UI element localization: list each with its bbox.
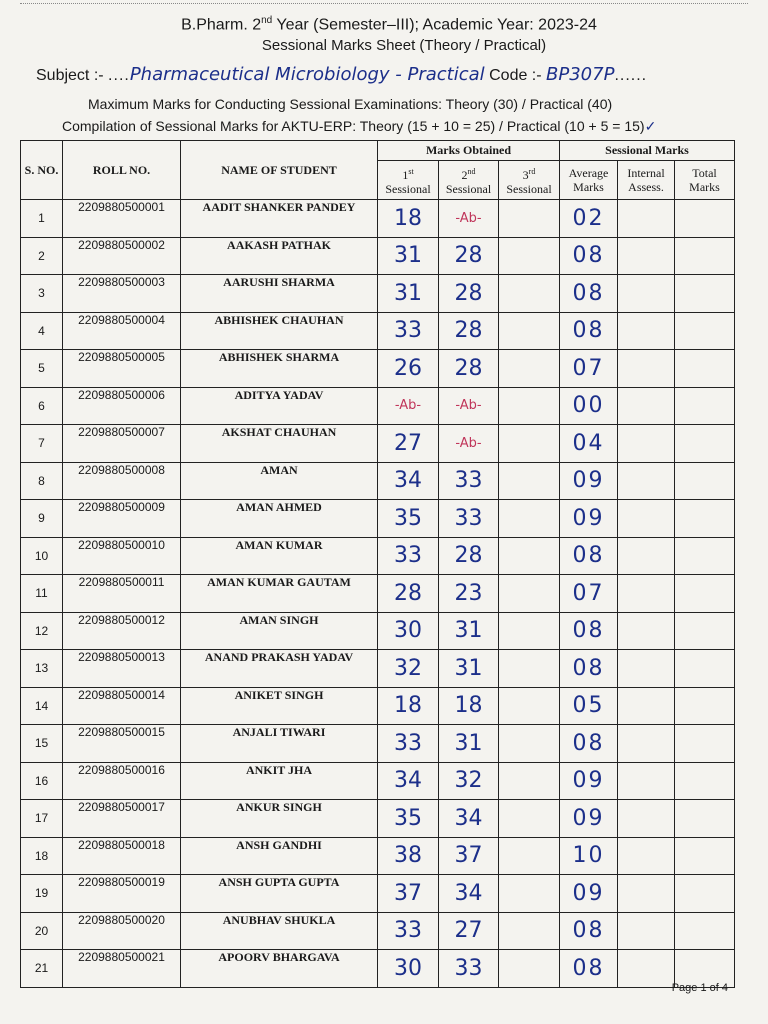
- sno-cell: 5: [21, 350, 63, 388]
- table-row: [21, 312, 735, 350]
- col-average: [560, 161, 618, 200]
- sessional-3-cell: [499, 837, 560, 875]
- roll-cell: 2209880500016: [63, 762, 181, 800]
- sessional-1-cell: 34: [378, 762, 439, 800]
- average-marks-cell: 08: [560, 537, 618, 575]
- average-marks-cell: 04: [560, 425, 618, 463]
- sessional-2-cell: -Ab-: [439, 387, 499, 425]
- table-header-row-1: [21, 141, 735, 161]
- course-title-suffix: Year (Semester–III); Academic Year: 2023-24: [272, 16, 597, 34]
- internal-assess-cell: [618, 912, 675, 950]
- sessional-2-cell: 23: [439, 575, 499, 613]
- internal-assess-cell: [618, 425, 675, 463]
- student-name-cell: AMAN AHMED: [181, 500, 378, 538]
- sessional-3-cell: [499, 425, 560, 463]
- total-marks-cell: [675, 762, 735, 800]
- sno-cell: 6: [21, 387, 63, 425]
- student-name-cell: AMAN KUMAR GAUTAM: [181, 575, 378, 613]
- sessional-1-cell: 35: [378, 800, 439, 838]
- roll-cell: 2209880500020: [63, 912, 181, 950]
- sessional-3-cell: [499, 762, 560, 800]
- student-name-cell: ADITYA YADAV: [181, 387, 378, 425]
- sno-cell: 21: [21, 950, 63, 988]
- average-marks-cell: 09: [560, 762, 618, 800]
- code-dots: ......: [614, 67, 648, 84]
- student-name-cell: AADIT SHANKER PANDEY: [181, 200, 378, 238]
- s1-num: 1: [402, 167, 409, 182]
- average-marks-cell: 07: [560, 350, 618, 388]
- student-name-cell: AMAN: [181, 462, 378, 500]
- average-marks-cell: 08: [560, 912, 618, 950]
- s3-text: Sessional: [506, 181, 552, 196]
- internal-assess-cell: [618, 275, 675, 313]
- total-marks-cell: [675, 650, 735, 688]
- sessional-3-cell: [499, 275, 560, 313]
- internal-assess-cell: [618, 875, 675, 913]
- sessional-3-cell: [499, 650, 560, 688]
- total-marks-cell: [675, 387, 735, 425]
- sessional-1-cell: 33: [378, 912, 439, 950]
- sno-cell: 1: [21, 200, 63, 238]
- table-row: [21, 950, 735, 988]
- roll-cell: 2209880500001: [63, 200, 181, 238]
- marks-table: [20, 140, 735, 988]
- table-body: [21, 200, 735, 988]
- sessional-3-cell: [499, 912, 560, 950]
- roll-cell: 2209880500013: [63, 650, 181, 688]
- average-marks-cell: 00: [560, 387, 618, 425]
- total-marks-cell: [675, 725, 735, 763]
- sno-cell: 13: [21, 650, 63, 688]
- table-row: [21, 800, 735, 838]
- sessional-2-cell: 34: [439, 875, 499, 913]
- sessional-2-cell: 31: [439, 725, 499, 763]
- student-name-cell: ANAND PRAKASH YADAV: [181, 650, 378, 688]
- internal-assess-cell: [618, 500, 675, 538]
- sessional-1-cell: 18: [378, 687, 439, 725]
- student-name-cell: APOORV BHARGAVA: [181, 950, 378, 988]
- table-row: [21, 875, 735, 913]
- student-name-cell: ABHISHEK CHAUHAN: [181, 312, 378, 350]
- total-marks-cell: [675, 687, 735, 725]
- total-marks-cell: [675, 800, 735, 838]
- total-marks-cell: [675, 912, 735, 950]
- total-marks-cell: [675, 350, 735, 388]
- sessional-2-cell: 28: [439, 537, 499, 575]
- roll-cell: 2209880500008: [63, 462, 181, 500]
- s3-num: 3: [522, 167, 529, 182]
- total-marks-cell: [675, 612, 735, 650]
- internal-assess-cell: [618, 725, 675, 763]
- s1-sup: st: [408, 166, 414, 176]
- group-marks-obtained: Marks Obtained: [378, 141, 560, 161]
- roll-cell: 2209880500010: [63, 537, 181, 575]
- sessional-3-cell: [499, 237, 560, 275]
- roll-cell: 2209880500021: [63, 950, 181, 988]
- average-marks-cell: 09: [560, 500, 618, 538]
- average-marks-cell: 09: [560, 875, 618, 913]
- internal-assess-cell: [618, 312, 675, 350]
- sessional-1-cell: 35: [378, 500, 439, 538]
- tot-line1: Total: [692, 166, 717, 180]
- sessional-1-cell: 31: [378, 275, 439, 313]
- roll-cell: 2209880500006: [63, 387, 181, 425]
- sno-cell: 11: [21, 575, 63, 613]
- table-row: [21, 912, 735, 950]
- subject-value: Pharmaceutical Microbiology - Practical: [129, 64, 485, 85]
- average-marks-cell: 08: [560, 950, 618, 988]
- sessional-2-cell: 31: [439, 612, 499, 650]
- col-roll: ROLL NO.: [63, 141, 181, 200]
- sno-cell: 17: [21, 800, 63, 838]
- sno-cell: 4: [21, 312, 63, 350]
- sessional-1-cell: 18: [378, 200, 439, 238]
- internal-assess-cell: [618, 837, 675, 875]
- avg-line2: Marks: [573, 180, 604, 194]
- roll-cell: 2209880500007: [63, 425, 181, 463]
- sno-cell: 8: [21, 462, 63, 500]
- student-name-cell: ANSH GANDHI: [181, 837, 378, 875]
- sessional-1-cell: 33: [378, 312, 439, 350]
- average-marks-cell: 02: [560, 200, 618, 238]
- average-marks-cell: 10: [560, 837, 618, 875]
- sessional-2-cell: -Ab-: [439, 200, 499, 238]
- internal-assess-cell: [618, 762, 675, 800]
- sessional-2-cell: 28: [439, 350, 499, 388]
- sessional-3-cell: [499, 500, 560, 538]
- subject-line: [36, 64, 756, 85]
- sno-cell: 2: [21, 237, 63, 275]
- roll-cell: 2209880500018: [63, 837, 181, 875]
- sessional-2-cell: 32: [439, 762, 499, 800]
- page-number: Page 1 of 4: [671, 982, 728, 994]
- subject-dots: ....: [108, 67, 130, 84]
- roll-cell: 2209880500002: [63, 237, 181, 275]
- total-marks-cell: [675, 312, 735, 350]
- table-row: [21, 200, 735, 238]
- s2-text: Sessional: [445, 181, 492, 196]
- student-name-cell: AKSHAT CHAUHAN: [181, 425, 378, 463]
- tot-line2: Marks: [689, 180, 720, 194]
- sno-cell: 3: [21, 275, 63, 313]
- sessional-3-cell: [499, 725, 560, 763]
- table-row: [21, 462, 735, 500]
- total-marks-cell: [675, 275, 735, 313]
- sessional-3-cell: [499, 875, 560, 913]
- student-name-cell: ABHISHEK SHARMA: [181, 350, 378, 388]
- sessional-2-cell: 18: [439, 687, 499, 725]
- sessional-3-cell: [499, 387, 560, 425]
- sessional-3-cell: [499, 462, 560, 500]
- sessional-2-cell: 27: [439, 912, 499, 950]
- checkmark-icon: ✓: [644, 118, 657, 134]
- sessional-1-cell: 37: [378, 875, 439, 913]
- roll-cell: 2209880500005: [63, 350, 181, 388]
- internal-assess-cell: [618, 650, 675, 688]
- roll-cell: 2209880500012: [63, 612, 181, 650]
- col-sessional-3: [499, 161, 560, 200]
- col-sno: S. NO.: [21, 141, 63, 200]
- table-row: [21, 500, 735, 538]
- total-marks-cell: [675, 875, 735, 913]
- col-sessional-1: [378, 161, 439, 200]
- student-name-cell: ANJALI TIWARI: [181, 725, 378, 763]
- sessional-2-cell: 34: [439, 800, 499, 838]
- sheet-title: Sessional Marks Sheet (Theory / Practical): [261, 37, 547, 55]
- document-header: [0, 10, 768, 56]
- student-name-cell: AMAN SINGH: [181, 612, 378, 650]
- compilation-text: Compilation of Sessional Marks for AKTU-ERP: Theory (15 + 10 = 25) / Practical (10 + 5 = 15): [62, 118, 645, 134]
- sessional-2-cell: 28: [439, 312, 499, 350]
- sessional-3-cell: [499, 537, 560, 575]
- student-name-cell: AAKASH PATHAK: [181, 237, 378, 275]
- top-dotted-line: [20, 3, 748, 4]
- s3-sup: rd: [528, 166, 536, 176]
- sno-cell: 14: [21, 687, 63, 725]
- sessional-1-cell: 30: [378, 612, 439, 650]
- internal-assess-cell: [618, 387, 675, 425]
- table-row: [21, 725, 735, 763]
- internal-assess-cell: [618, 350, 675, 388]
- col-name: NAME OF STUDENT: [181, 141, 378, 200]
- total-marks-cell: [675, 462, 735, 500]
- sessional-2-cell: 33: [439, 950, 499, 988]
- internal-assess-cell: [618, 237, 675, 275]
- sessional-3-cell: [499, 350, 560, 388]
- internal-assess-cell: [618, 800, 675, 838]
- sessional-3-cell: [499, 800, 560, 838]
- table-row: [21, 425, 735, 463]
- sessional-1-cell: 26: [378, 350, 439, 388]
- student-name-cell: ANSH GUPTA GUPTA: [181, 875, 378, 913]
- roll-cell: 2209880500003: [63, 275, 181, 313]
- table-row: [21, 687, 735, 725]
- total-marks-cell: [675, 200, 735, 238]
- average-marks-cell: 05: [560, 687, 618, 725]
- roll-cell: 2209880500015: [63, 725, 181, 763]
- max-marks-line: Maximum Marks for Conducting Sessional Examinations: Theory (30) / Practical (40): [88, 96, 613, 112]
- sessional-3-cell: [499, 687, 560, 725]
- average-marks-cell: 08: [560, 725, 618, 763]
- average-marks-cell: 08: [560, 650, 618, 688]
- total-marks-cell: [675, 425, 735, 463]
- average-marks-cell: 08: [560, 275, 618, 313]
- roll-cell: 2209880500014: [63, 687, 181, 725]
- internal-assess-cell: [618, 537, 675, 575]
- avg-line1: Average: [568, 166, 609, 180]
- roll-cell: 2209880500019: [63, 875, 181, 913]
- average-marks-cell: 08: [560, 612, 618, 650]
- s1-text: Sessional: [385, 181, 431, 196]
- sno-cell: 15: [21, 725, 63, 763]
- table-row: [21, 837, 735, 875]
- sessional-2-cell: 33: [439, 500, 499, 538]
- sessional-2-cell: 28: [439, 237, 499, 275]
- s2-num: 2: [461, 167, 468, 182]
- roll-cell: 2209880500009: [63, 500, 181, 538]
- sessional-3-cell: [499, 575, 560, 613]
- total-marks-cell: [675, 837, 735, 875]
- internal-assess-cell: [618, 575, 675, 613]
- table-row: [21, 350, 735, 388]
- table-row: [21, 575, 735, 613]
- sessional-1-cell: 33: [378, 537, 439, 575]
- sessional-2-cell: 28: [439, 275, 499, 313]
- roll-cell: 2209880500017: [63, 800, 181, 838]
- student-name-cell: AARUSHI SHARMA: [181, 275, 378, 313]
- total-marks-cell: [675, 237, 735, 275]
- group-sessional-marks: Sessional Marks: [560, 141, 735, 161]
- total-marks-cell: [675, 575, 735, 613]
- internal-assess-cell: [618, 462, 675, 500]
- total-marks-cell: [675, 537, 735, 575]
- internal-assess-cell: [618, 687, 675, 725]
- table-row: [21, 275, 735, 313]
- sessional-1-cell: -Ab-: [378, 387, 439, 425]
- sessional-1-cell: 38: [378, 837, 439, 875]
- int-line1: Internal: [627, 166, 665, 180]
- sessional-2-cell: 33: [439, 462, 499, 500]
- average-marks-cell: 09: [560, 462, 618, 500]
- average-marks-cell: 09: [560, 800, 618, 838]
- average-marks-cell: 08: [560, 237, 618, 275]
- internal-assess-cell: [618, 950, 675, 988]
- col-total: [675, 161, 735, 200]
- sessional-3-cell: [499, 950, 560, 988]
- sno-cell: 16: [21, 762, 63, 800]
- student-name-cell: AMAN KUMAR: [181, 537, 378, 575]
- total-marks-cell: [675, 500, 735, 538]
- roll-cell: 2209880500011: [63, 575, 181, 613]
- sessional-3-cell: [499, 612, 560, 650]
- table-row: [21, 237, 735, 275]
- table-row: [21, 612, 735, 650]
- sessional-2-cell: 31: [439, 650, 499, 688]
- average-marks-cell: 07: [560, 575, 618, 613]
- col-sessional-2: [439, 161, 499, 200]
- table-row: [21, 762, 735, 800]
- roll-cell: 2209880500004: [63, 312, 181, 350]
- sno-cell: 20: [21, 912, 63, 950]
- student-name-cell: ANKIT JHA: [181, 762, 378, 800]
- subject-label: Subject :-: [36, 67, 104, 84]
- sessional-2-cell: -Ab-: [439, 425, 499, 463]
- course-title: [10, 10, 768, 36]
- internal-assess-cell: [618, 200, 675, 238]
- int-line2: Assess.: [628, 180, 664, 194]
- table-row: [21, 650, 735, 688]
- table-row: [21, 537, 735, 575]
- compilation-line: [62, 118, 656, 135]
- s2-sup: nd: [467, 166, 476, 176]
- sessional-1-cell: 31: [378, 237, 439, 275]
- sno-cell: 18: [21, 837, 63, 875]
- sno-cell: 7: [21, 425, 63, 463]
- sessional-1-cell: 32: [378, 650, 439, 688]
- table-row: [21, 387, 735, 425]
- sno-cell: 9: [21, 500, 63, 538]
- sessional-1-cell: 28: [378, 575, 439, 613]
- average-marks-cell: 08: [560, 312, 618, 350]
- sessional-1-cell: 33: [378, 725, 439, 763]
- internal-assess-cell: [618, 612, 675, 650]
- sessional-3-cell: [499, 312, 560, 350]
- sessional-1-cell: 30: [378, 950, 439, 988]
- sno-cell: 12: [21, 612, 63, 650]
- student-name-cell: ANIKET SINGH: [181, 687, 378, 725]
- code-value: BP307P: [546, 64, 615, 85]
- course-title-prefix: B.Pharm. 2: [181, 16, 262, 34]
- sessional-1-cell: 34: [378, 462, 439, 500]
- sno-cell: 10: [21, 537, 63, 575]
- sessional-1-cell: 27: [378, 425, 439, 463]
- student-name-cell: ANUBHAV SHUKLA: [181, 912, 378, 950]
- course-title-sup: nd: [261, 15, 273, 26]
- sessional-2-cell: 37: [439, 837, 499, 875]
- sessional-3-cell: [499, 200, 560, 238]
- sno-cell: 19: [21, 875, 63, 913]
- code-label: Code :-: [489, 67, 542, 84]
- col-internal: [618, 161, 675, 200]
- student-name-cell: ANKUR SINGH: [181, 800, 378, 838]
